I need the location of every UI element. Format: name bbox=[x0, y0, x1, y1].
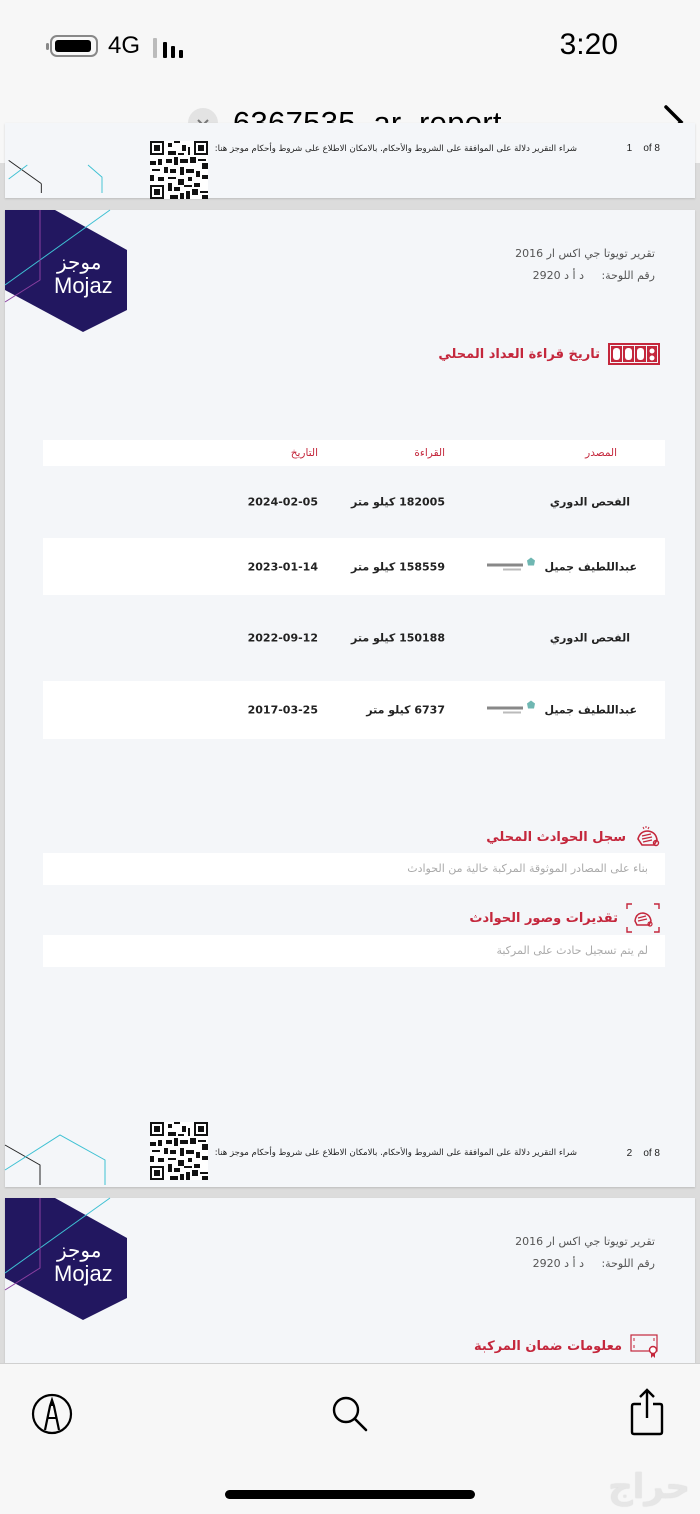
row-reading: 182005 كيلو متر bbox=[350, 495, 445, 509]
row-date: 2024-02-05 bbox=[247, 495, 318, 509]
row-reading: 6737 كيلو متر bbox=[366, 703, 445, 717]
search-button[interactable] bbox=[328, 1392, 372, 1436]
certificate-icon bbox=[630, 1333, 660, 1359]
row-reading: 158559 كيلو متر bbox=[350, 560, 445, 573]
network-type: 4G bbox=[108, 32, 141, 59]
column-header-source: المصدر bbox=[585, 447, 617, 459]
search-icon bbox=[328, 1392, 372, 1436]
odometer-title: تاريخ قراءة العداد المحلي bbox=[438, 346, 600, 362]
terms-text: شراء التقرير دلالة على الموافقة على الشروط والأحكام. بالامكان الاطلاع على شروط وأحكام موجز هنا: bbox=[214, 1148, 577, 1158]
markup-pen-icon bbox=[30, 1392, 74, 1436]
odometer-section-title bbox=[438, 343, 660, 365]
qr-code[interactable] bbox=[150, 141, 208, 199]
car-info bbox=[515, 1235, 655, 1279]
abdul-latif-jameel-logo-icon bbox=[485, 555, 537, 578]
signal-icon bbox=[153, 36, 193, 58]
page-number: 2 of 8 bbox=[626, 1148, 660, 1159]
plate-info: رقم اللوحة: د أ د 2920 bbox=[532, 269, 655, 282]
logo-english-text: Mojaz bbox=[54, 1261, 113, 1286]
row-reading: 150188 كيلو متر bbox=[350, 631, 445, 645]
row-source: الفحص الدوري bbox=[549, 631, 630, 645]
warranty-title: معلومات ضمان المركبة bbox=[473, 1338, 622, 1354]
table-row bbox=[43, 681, 665, 739]
warranty-section-title bbox=[474, 1333, 660, 1359]
row-source: الفحص الدوري bbox=[549, 495, 630, 509]
page-1 bbox=[5, 123, 695, 198]
crashed-car-icon bbox=[634, 825, 660, 849]
battery-icon bbox=[50, 35, 98, 57]
logo-english-text: Mojaz bbox=[54, 273, 113, 298]
page-footer bbox=[5, 1115, 695, 1185]
accidents-section-title bbox=[486, 825, 660, 849]
row-date: 2023-01-14 bbox=[247, 560, 318, 573]
logo-arabic-text: موجز bbox=[57, 1238, 102, 1262]
accidents-title: سجل الحوادث المحلي bbox=[486, 829, 626, 845]
table-row bbox=[43, 595, 665, 681]
page-footer bbox=[5, 123, 695, 193]
watermark: حراج bbox=[608, 1467, 690, 1507]
terms-text: شراء التقرير دلالة على الموافقة على الشروط والأحكام. بالامكان الاطلاع على شروط وأحكام موجز هنا: bbox=[214, 144, 577, 154]
share-button[interactable] bbox=[628, 1386, 672, 1436]
share-icon bbox=[628, 1386, 672, 1436]
accidents-message: بناء على المصادر الموثوقة المركبة خالية من الحوادث bbox=[43, 853, 665, 885]
table-row bbox=[43, 466, 665, 538]
table-header bbox=[43, 440, 665, 466]
odometer-table bbox=[43, 440, 665, 739]
table-row bbox=[43, 538, 665, 595]
row-date: 2022-09-12 bbox=[247, 631, 318, 645]
decorative-lines-icon bbox=[5, 1115, 115, 1185]
estimates-section-title bbox=[469, 903, 660, 933]
column-header-reading: القراءة bbox=[414, 447, 445, 459]
odometer-icon bbox=[608, 343, 660, 365]
row-source: عبداللطيف جميل bbox=[544, 560, 637, 573]
pdf-viewer[interactable] bbox=[0, 143, 700, 1363]
report-title: تقرير تويوتا جي اكس ار 2016 bbox=[515, 247, 655, 260]
decorative-lines-icon bbox=[5, 123, 115, 193]
logo-arabic-text: موجز bbox=[57, 250, 102, 274]
home-indicator[interactable] bbox=[225, 1490, 475, 1499]
plate-info: رقم اللوحة: د أ د 2920 bbox=[532, 1257, 655, 1270]
page-number: 1 of 8 bbox=[626, 143, 660, 154]
clock: 3:20 bbox=[559, 28, 618, 61]
mojaz-logo bbox=[5, 1198, 135, 1323]
row-date: 2017-03-25 bbox=[247, 703, 318, 717]
report-title: تقرير تويوتا جي اكس ار 2016 bbox=[515, 1235, 655, 1248]
qr-code[interactable] bbox=[150, 1122, 208, 1180]
column-header-date: التاريخ bbox=[290, 447, 318, 459]
mojaz-logo bbox=[5, 210, 135, 335]
car-photo-icon bbox=[626, 903, 660, 933]
abdul-latif-jameel-logo-icon bbox=[485, 699, 537, 722]
markup-button[interactable] bbox=[30, 1392, 74, 1436]
status-bar bbox=[0, 0, 700, 95]
estimates-title: تقديرات وصور الحوادث bbox=[469, 910, 618, 926]
car-info bbox=[515, 247, 655, 291]
estimates-message: لم يتم تسجيل حادث على المركبة bbox=[43, 935, 665, 967]
page-2 bbox=[5, 210, 695, 1187]
row-source: عبداللطيف جميل bbox=[544, 703, 637, 717]
